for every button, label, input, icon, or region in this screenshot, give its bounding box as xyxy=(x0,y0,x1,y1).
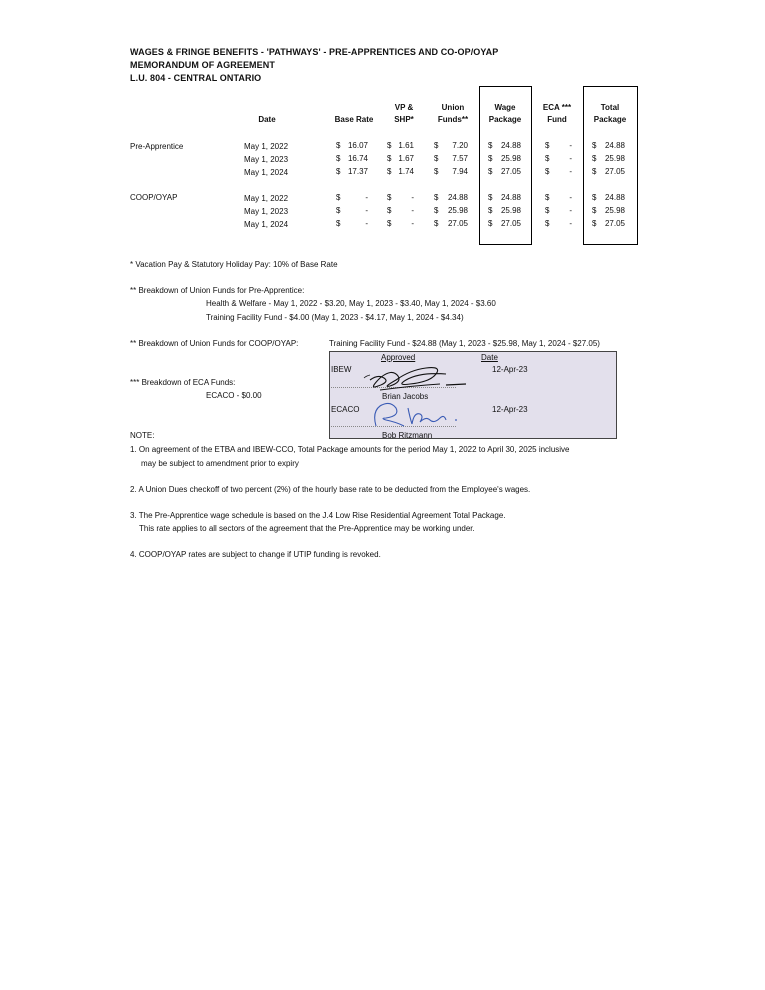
col-header-vp-shp-line2: SHP* xyxy=(394,115,414,124)
approval-box xyxy=(329,351,617,439)
currency-symbol: $ xyxy=(545,219,550,228)
col-header-vp-shp-line1: VP & xyxy=(394,103,414,112)
col-header-eca-line1: ECA *** xyxy=(542,103,572,112)
approval-ibew-date: 12-Apr-23 xyxy=(492,365,528,374)
cell-base: 17.37 xyxy=(347,167,368,176)
currency-symbol: $ xyxy=(592,193,597,202)
currency-symbol: $ xyxy=(434,167,439,176)
currency-symbol: $ xyxy=(488,154,493,163)
cell-vp: 1.74 xyxy=(398,167,414,176)
currency-symbol: $ xyxy=(387,141,392,150)
currency-symbol: $ xyxy=(387,206,392,215)
union-funds-coop-training: Training Facility Fund - $24.88 (May 1, 2023 - $25.98, May 1, 2024 - $27.05) xyxy=(329,339,600,348)
cell-wage: 27.05 xyxy=(500,167,521,176)
signature-ibew-icon xyxy=(360,360,490,396)
approval-ibew-name: Brian Jacobs xyxy=(382,392,429,401)
currency-symbol: $ xyxy=(592,206,597,215)
cell-wage: 24.88 xyxy=(500,141,521,150)
col-header-wage-package xyxy=(480,102,530,126)
approval-date-label: Date xyxy=(481,353,498,362)
group-label-coop-oyap: COOP/OYAP xyxy=(130,193,178,202)
col-header-vp-shp xyxy=(382,102,426,126)
cell-eca: - xyxy=(569,154,572,163)
cell-base: - xyxy=(365,219,368,228)
col-header-base-rate: Base Rate xyxy=(334,115,374,124)
currency-symbol: $ xyxy=(336,193,341,202)
note-4: 4. COOP/OYAP rates are subject to change if UTIP funding is revoked. xyxy=(130,550,381,559)
cell-vp: - xyxy=(411,193,414,202)
row-date: May 1, 2022 xyxy=(244,142,289,151)
col-header-union-funds xyxy=(430,102,476,126)
approval-party-ecaco: ECACO xyxy=(331,405,360,414)
currency-symbol: $ xyxy=(336,206,341,215)
cell-total: 24.88 xyxy=(604,193,625,202)
col-header-wage-line1: Wage xyxy=(494,103,516,112)
cell-eca: - xyxy=(569,167,572,176)
note-1-line2: may be subject to amendment prior to expiry xyxy=(141,459,299,468)
union-funds-health-welfare: Health & Welfare - May 1, 2022 - $3.20, May 1, 2023 - $3.40, May 1, 2024 - $3.60 xyxy=(206,299,496,308)
currency-symbol: $ xyxy=(488,167,493,176)
approval-ecaco-name: Bob Ritzmann xyxy=(382,431,433,440)
currency-symbol: $ xyxy=(488,193,493,202)
cell-union: 27.05 xyxy=(447,219,468,228)
cell-union: 7.20 xyxy=(452,141,468,150)
col-header-union-line1: Union xyxy=(441,103,465,112)
eca-funds-value: ECACO - $0.00 xyxy=(206,391,262,400)
note-3-line1: 3. The Pre-Apprentice wage schedule is based on the J.4 Low Rise Residential Agreement Total Package. xyxy=(130,511,506,520)
col-header-total-package xyxy=(584,102,636,126)
currency-symbol: $ xyxy=(545,141,550,150)
currency-symbol: $ xyxy=(488,206,493,215)
currency-symbol: $ xyxy=(592,167,597,176)
currency-symbol: $ xyxy=(336,167,341,176)
currency-symbol: $ xyxy=(434,219,439,228)
cell-vp: - xyxy=(411,219,414,228)
cell-total: 24.88 xyxy=(604,141,625,150)
cell-total: 27.05 xyxy=(604,167,625,176)
cell-vp: - xyxy=(411,206,414,215)
signature-ecaco-icon xyxy=(362,396,472,430)
cell-base: 16.74 xyxy=(347,154,368,163)
cell-total: 25.98 xyxy=(604,206,625,215)
cell-union: 7.57 xyxy=(452,154,468,163)
cell-union: 25.98 xyxy=(447,206,468,215)
currency-symbol: $ xyxy=(336,219,341,228)
currency-symbol: $ xyxy=(592,141,597,150)
union-funds-pre-apprentice-title: ** Breakdown of Union Funds for Pre-Apprentice: xyxy=(130,286,305,295)
note-1-line1: 1. On agreement of the ETBA and IBEW-CCO, Total Package amounts for the period May 1, 2022 to April 30, 2025 inclusive xyxy=(130,445,570,454)
cell-vp: 1.67 xyxy=(398,154,414,163)
cell-wage: 24.88 xyxy=(500,193,521,202)
col-header-date: Date xyxy=(258,115,276,124)
col-header-eca-fund xyxy=(534,102,580,126)
note-3-line2: This rate applies to all sectors of the agreement that the Pre-Apprentice may be working under. xyxy=(139,524,475,533)
row-date: May 1, 2024 xyxy=(244,168,289,177)
local-union-title: L.U. 804 - CENTRAL ONTARIO xyxy=(130,73,262,83)
approved-label: Approved xyxy=(381,353,416,362)
currency-symbol: $ xyxy=(488,141,493,150)
note-2: 2. A Union Dues checkoff of two percent (2%) of the hourly base rate to be deducted from the Employee's wages. xyxy=(130,485,531,494)
col-header-wage-line2: Package xyxy=(488,115,522,124)
document-subtitle: MEMORANDUM OF AGREEMENT xyxy=(130,60,275,70)
union-funds-coop-title: ** Breakdown of Union Funds for COOP/OYAP: xyxy=(130,339,299,348)
union-funds-training-facility: Training Facility Fund - $4.00 (May 1, 2023 - $4.17, May 1, 2024 - $4.34) xyxy=(206,313,464,322)
currency-symbol: $ xyxy=(387,167,392,176)
cell-union: 24.88 xyxy=(447,193,468,202)
cell-base: - xyxy=(365,206,368,215)
cell-eca: - xyxy=(569,193,572,202)
currency-symbol: $ xyxy=(336,141,341,150)
cell-eca: - xyxy=(569,206,572,215)
cell-wage: 27.05 xyxy=(500,219,521,228)
currency-symbol: $ xyxy=(434,206,439,215)
col-header-eca-line2: Fund xyxy=(547,115,567,124)
currency-symbol: $ xyxy=(545,167,550,176)
currency-symbol: $ xyxy=(434,141,439,150)
row-date: May 1, 2022 xyxy=(244,194,289,203)
col-header-total-line2: Package xyxy=(593,115,627,124)
note-label: NOTE: xyxy=(130,431,155,440)
row-date: May 1, 2024 xyxy=(244,220,289,229)
col-header-union-line2: Funds** xyxy=(437,115,469,124)
currency-symbol: $ xyxy=(434,154,439,163)
cell-union: 7.94 xyxy=(452,167,468,176)
row-date: May 1, 2023 xyxy=(244,207,289,216)
eca-funds-title: *** Breakdown of ECA Funds: xyxy=(130,378,236,387)
currency-symbol: $ xyxy=(387,154,392,163)
currency-symbol: $ xyxy=(592,154,597,163)
cell-wage: 25.98 xyxy=(500,206,521,215)
document-title: WAGES & FRINGE BENEFITS - 'PATHWAYS' - PRE-APPRENTICES AND CO-OP/OYAP xyxy=(130,47,499,57)
group-label-pre-apprentice: Pre-Apprentice xyxy=(130,142,184,151)
currency-symbol: $ xyxy=(545,154,550,163)
vacation-pay-note: * Vacation Pay & Statutory Holiday Pay: 10% of Base Rate xyxy=(130,260,338,269)
cell-total: 25.98 xyxy=(604,154,625,163)
row-date: May 1, 2023 xyxy=(244,155,289,164)
currency-symbol: $ xyxy=(592,219,597,228)
col-header-total-line1: Total xyxy=(600,103,620,112)
cell-total: 27.05 xyxy=(604,219,625,228)
currency-symbol: $ xyxy=(545,206,550,215)
currency-symbol: $ xyxy=(387,219,392,228)
cell-base: 16.07 xyxy=(347,141,368,150)
approval-party-ibew: IBEW xyxy=(331,365,352,374)
currency-symbol: $ xyxy=(336,154,341,163)
approval-ecaco-date: 12-Apr-23 xyxy=(492,405,528,414)
currency-symbol: $ xyxy=(488,219,493,228)
cell-eca: - xyxy=(569,219,572,228)
cell-base: - xyxy=(365,193,368,202)
currency-symbol: $ xyxy=(387,193,392,202)
cell-wage: 25.98 xyxy=(500,154,521,163)
currency-symbol: $ xyxy=(545,193,550,202)
cell-vp: 1.61 xyxy=(398,141,414,150)
currency-symbol: $ xyxy=(434,193,439,202)
cell-eca: - xyxy=(569,141,572,150)
